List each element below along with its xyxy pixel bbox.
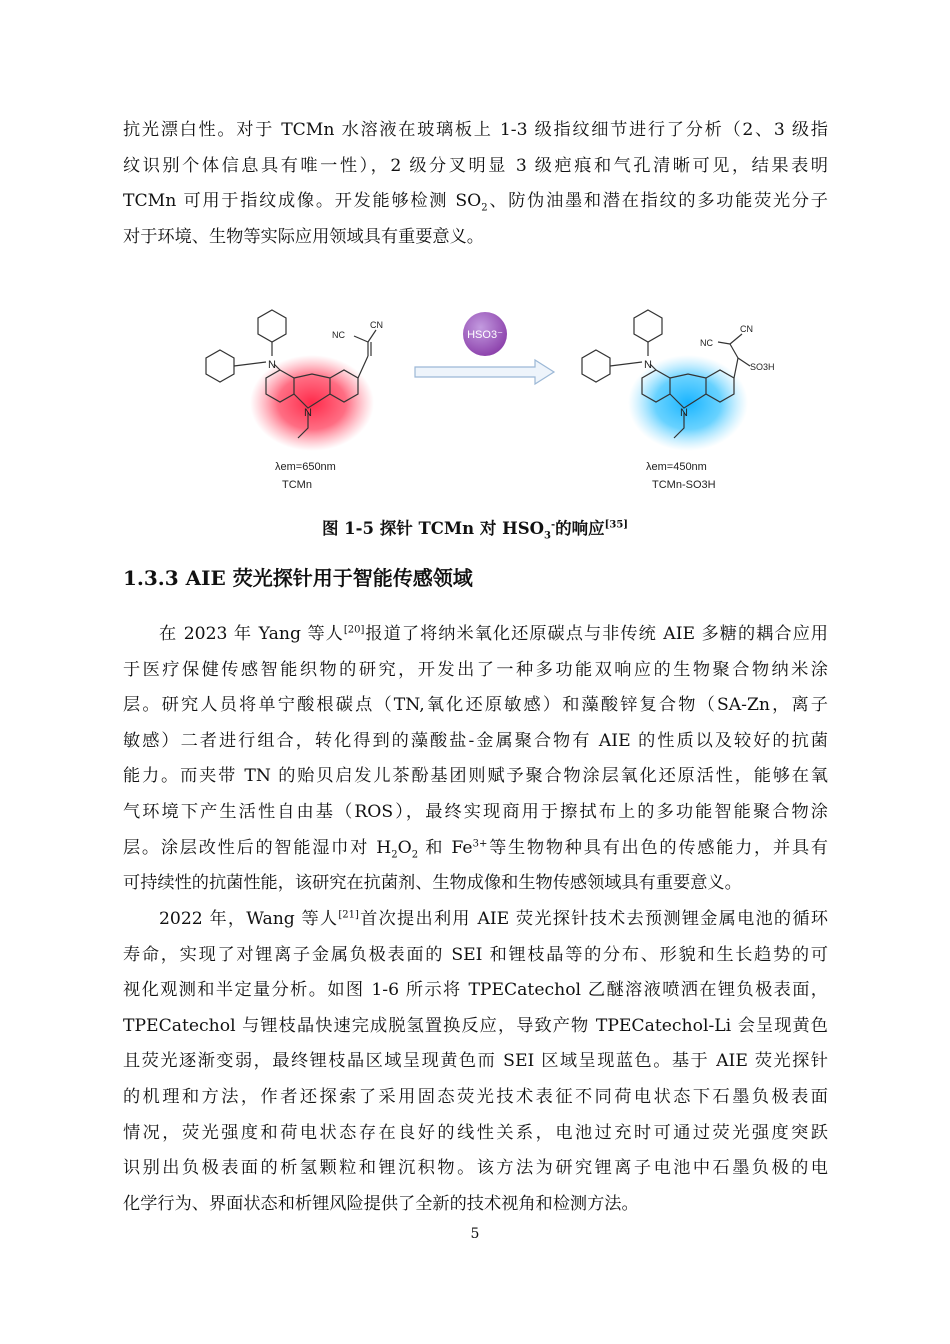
text-run: O — [397, 837, 412, 858]
tcmn-so3h-molecule — [582, 310, 775, 491]
superscript: 3+ — [472, 837, 488, 849]
paragraph-line: 敏感）二者进行组合，转化得到的藻酸盐-金属聚合物有 AIE 的性质以及较好的抗菌 — [123, 730, 828, 751]
paragraph-line: 气环境下产生活性自由基（ROS），最终实现商用于擦拭布上的多功能智能聚合物涂 — [123, 801, 828, 822]
paragraph-line: 于医疗保健传感智能织物的研究，开发出了一种多功能双响应的生物聚合物纳米涂 — [123, 659, 828, 680]
figure-caption — [0, 515, 950, 542]
section-heading: 1.3.3 AIE 荧光探针用于智能传感领域 — [123, 566, 473, 590]
caption-text: 的响应 — [555, 519, 605, 538]
paragraph-line: 情况，荧光强度和荷电状态存在良好的线性关系，电池过充时可通过荧光强度突跃 — [123, 1122, 828, 1143]
nitrogen-label: N — [304, 407, 312, 419]
text-run: TCMn 可用于指纹成像。开发能够检测 SO — [123, 191, 482, 212]
text-run: 2022 年，Wang 等人 — [159, 909, 339, 929]
paragraph-line: 能力。而夹带 TN 的贻贝启发儿茶酚基团则赋予聚合物涂层氧化还原活性，能够在氧 — [123, 766, 828, 787]
reaction-arrow — [415, 312, 554, 384]
subscript: 2 — [391, 849, 398, 860]
nitrogen-label: N — [268, 359, 276, 371]
paragraph-line: 寿命，实现了对锂离子金属负极表面的 SEI 和锂枝晶等的分布、形貌和生长趋势的可 — [123, 944, 828, 965]
compound-name-left: TCMn — [282, 479, 312, 491]
caption-text: 图 1-5 探针 TCMn 对 HSO — [321, 519, 545, 538]
paragraph-line: 视化观测和半定量分析。如图 1-6 所示将 TPECatechol 乙醚溶液喷洒在锂负极表面， — [123, 980, 828, 1001]
text-run: 报道了将纳米氧化还原碳点与非传统 AIE 多糖的耦合应用 — [364, 624, 828, 644]
arrow-shape — [415, 360, 554, 384]
paragraph-line — [123, 902, 828, 938]
figure-1-5 — [190, 298, 780, 498]
paragraph-line — [123, 617, 828, 653]
paragraph-line: 纹识别个体信息具有唯一性），2 级分叉明显 3 级疤痕和气孔清晰可见，结果表明 — [123, 155, 828, 176]
compound-name-right: TCMn-SO3H — [652, 479, 716, 491]
subscript: 2 — [411, 849, 419, 860]
tcmn-molecule — [206, 310, 383, 491]
subscript: 2 — [481, 202, 488, 214]
nc-label: NC — [332, 330, 345, 340]
paragraph-1 — [123, 113, 828, 255]
page-number: 5 — [470, 1226, 480, 1242]
citation-ref: [20] — [343, 624, 365, 636]
cn-label: CN — [370, 320, 383, 330]
text-run: 和 Fe — [418, 837, 473, 858]
emission-wavelength-left: λem=650nm — [275, 461, 336, 473]
citation-ref: [21] — [338, 909, 359, 921]
paragraph-line: 的机理和方法，作者还探索了采用固态荧光技术表征不同荷电状态下石墨负极表面 — [123, 1086, 828, 1107]
reagent-label: HSO3⁻ — [467, 329, 503, 341]
nitrogen-label: N — [644, 359, 652, 371]
paragraph-3 — [123, 902, 828, 1222]
so3h-label: SO3H — [750, 362, 775, 372]
citation-ref: [35] — [604, 519, 629, 531]
paragraph-line — [123, 831, 828, 867]
paragraph-2 — [123, 617, 828, 902]
emission-wavelength-right: λem=450nm — [646, 461, 707, 473]
nc-label: NC — [700, 338, 713, 348]
subscript: 3 — [544, 530, 551, 542]
text-run: 层。涂层改性后的智能湿巾对 H — [123, 837, 392, 858]
paragraph-line: 层。研究人员将单宁酸根碳点（TN,氧化还原敏感）和藻酸锌复合物（SA-Zn，离子 — [123, 695, 828, 716]
paragraph-line: 对于环境、生物等实际应用领域具有重要意义。 — [123, 226, 484, 247]
text-run: 在 2023 年 Yang 等人 — [159, 624, 344, 644]
reaction-scheme — [190, 298, 780, 498]
text-run: 等生物物种具有出色的传感能力，并具有 — [487, 837, 828, 858]
nitrogen-label: N — [680, 407, 688, 419]
text-run: 、防伪油墨和潜在指纹的多功能荧光分子 — [487, 191, 828, 212]
paragraph-line: 识别出负极表面的析氢颗粒和锂沉积物。该方法为研究锂离子电池中石墨负极的电 — [123, 1158, 828, 1179]
paragraph-line: 可持续性的抗菌性能，该研究在抗菌剂、生物成像和生物传感领域具有重要意义。 — [123, 873, 742, 894]
paragraph-line — [123, 184, 828, 220]
paragraph-line: 抗光漂白性。对于 TCMn 水溶液在玻璃板上 1-3 级指纹细节进行了分析（2、3 级指 — [123, 120, 828, 140]
text-run: 首次提出利用 AIE 荧光探针技术去预测锂金属电池的循环 — [358, 909, 828, 929]
cn-label: CN — [740, 324, 753, 334]
superscript: - — [551, 519, 556, 531]
paragraph-line: 化学行为、界面状态和析锂风险提供了全新的技术视角和检测方法。 — [123, 1193, 639, 1214]
paragraph-line: TPECatechol 与锂枝晶快速完成脱氢置换反应，导致产物 TPECatechol-Li 会呈现黄色 — [123, 1015, 828, 1036]
paragraph-line: 且荧光逐渐变弱，最终锂枝晶区域呈现黄色而 SEI 区域呈现蓝色。基于 AIE 荧光探针 — [123, 1051, 828, 1072]
